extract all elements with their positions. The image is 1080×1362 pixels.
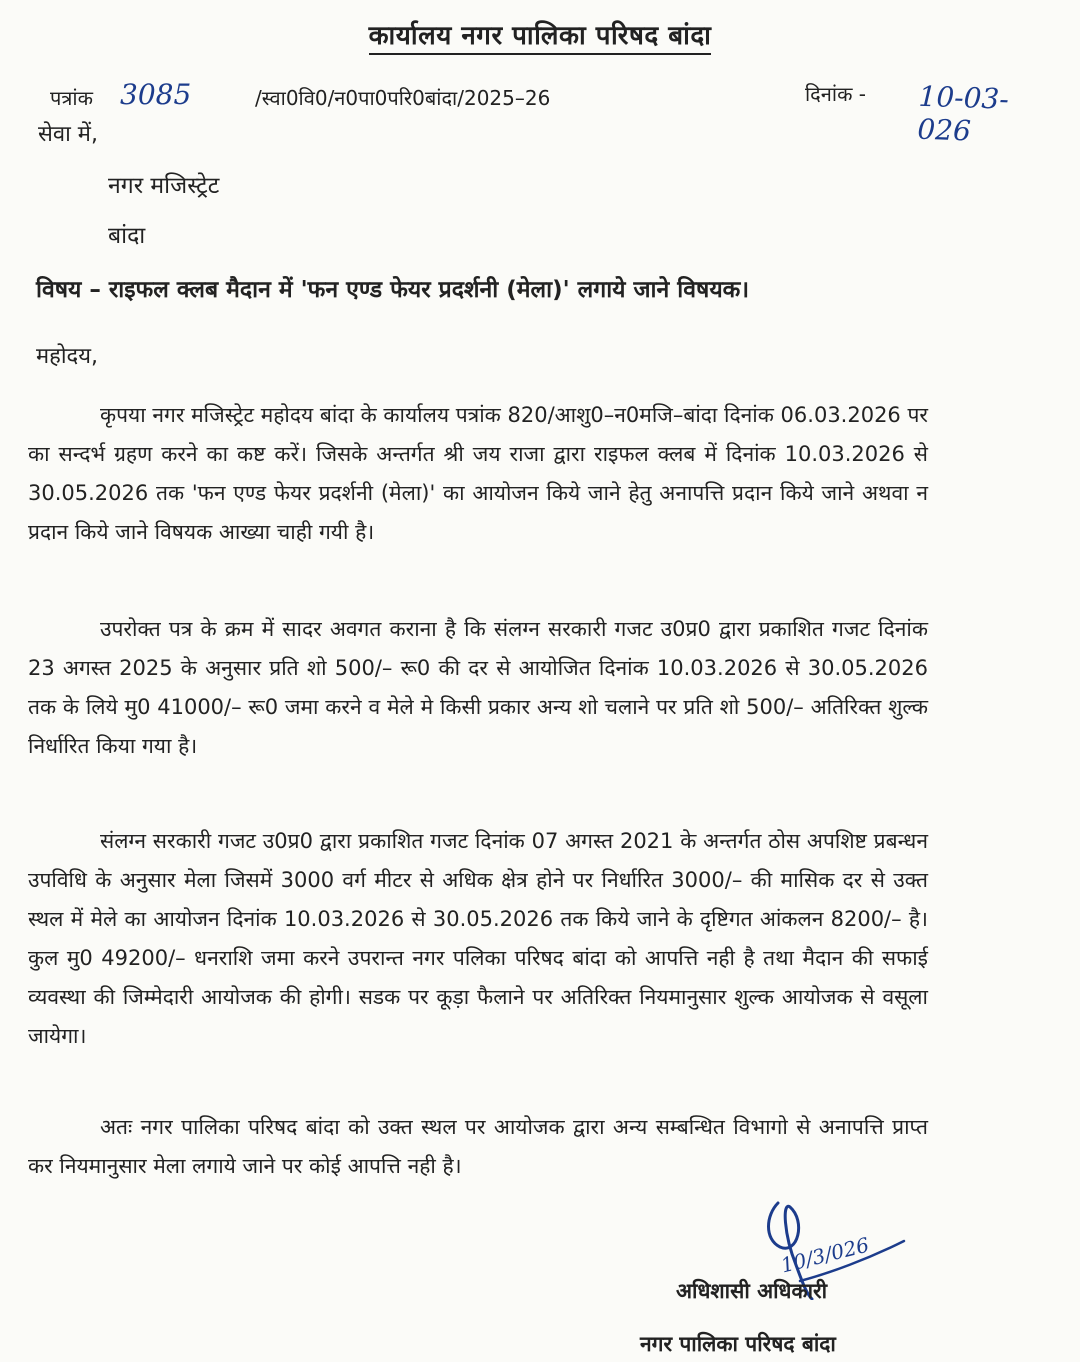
subject-line: विषय – राइफल क्लब मैदान में 'फन एण्ड फेयर प्रदर्शनी (मेला)' लगाये जाने विषयक।	[36, 277, 750, 303]
recipient-line-2: बांदा	[108, 223, 146, 249]
signatory-designation: अधिशासी अधिकारी	[676, 1279, 828, 1303]
date-label: दिनांक -	[805, 82, 867, 106]
reference-number: 3085	[120, 78, 192, 111]
salutation: महोदय,	[36, 344, 98, 369]
reference-label: पत्रांक	[50, 86, 93, 110]
body-paragraph-1: कृपया नगर मजिस्ट्रेट महोदय बांदा के कार्यालय पत्रांक 820/आशु0–न0मजि–बांदा दिनांक 06.03.2026 पर का सन्दर्भ ग्रहण करने का कष्ट करें। जिसके अन्तर्गत श्री जय राजा द्वारा राइफल क्लब में दिनांक 10.03.2026 से 30.05.2026 तक 'फन एण्ड फेयर प्रदर्शनी (मेला)' का आयोजन किये जाने हेतु अनापत्ति प्रदान किये जाने अथवा न प्रदान किये जाने विषयक आख्या चाही गयी है।	[28, 403, 928, 544]
date-value: 10-03-026	[916, 79, 1010, 148]
recipient-line-1: नगर मजिस्ट्रेट	[108, 173, 220, 199]
body-paragraph-2: उपरोक्त पत्र के क्रम में सादर अवगत कराना है कि संलग्न सरकारी गजट उ0प्र0 द्वारा प्रकाशित गजट दिनांक 23 अगस्त 2025 के अनुसार प्रति शो 500/– रू0 की दर से आयोजित दिनांक 10.03.2026 से 30.05.2026 तक के लिये मु0 41000/– रू0 जमा करने व मेले मे किसी प्रकार अन्य शो चलाने पर प्रति शो 500/– अतिरिक्त शुल्क निर्धारित किया गया है।	[28, 617, 928, 758]
body-paragraph-3: संलग्न सरकारी गजट उ0प्र0 द्वारा प्रकाशित गजट दिनांक 07 अगस्त 2021 के अन्तर्गत ठोस अपशिष्ट प्रबन्धन उपविधि के अनुसार मेला जिसमें 3000 वर्ग मीटर से अधिक क्षेत्र होने पर निर्धारित 3000/– की मासिक दर से उक्त स्थल में मेले का आयोजन दिनांक 10.03.2026 से 30.05.2026 तक किये जाने के दृष्टिगत आंकलन 8200/– है। कुल मु0 49200/– धनराशि जमा करने उपरान्त नगर पलिका परिषद बांदा को आपत्ति नही है तथा मैदान की सफाई व्यवस्था की जिम्मेदारी आयोजक की होगी। सडक पर कूड़ा फैलाने पर अतिरिक्त नियमानुसार शुल्क आयोजक से वसूला जायेगा।	[28, 829, 928, 1048]
office-title	[0, 16, 1080, 52]
recipient-to: सेवा में,	[38, 122, 98, 147]
body-paragraph-4: अतः नगर पालिका परिषद बांदा को उक्त स्थल पर आयोजक द्वारा अन्य सम्बन्धित विभागो से अनापत्ति प्राप्त कर नियमानुसार मेला लगाये जाने पर कोई आपत्ति नही है।	[28, 1115, 928, 1178]
signature-block	[640, 1195, 940, 1355]
reference-code: /स्वा0वि0/न0पा0परि0बांदा/2025–26	[255, 86, 551, 110]
signature-date: 10/3/026	[778, 1232, 872, 1278]
signatory-office: नगर पालिका परिषद बांदा	[640, 1332, 836, 1356]
office-title-text: कार्यालय नगर पालिका परिषद बांदा	[369, 21, 712, 55]
